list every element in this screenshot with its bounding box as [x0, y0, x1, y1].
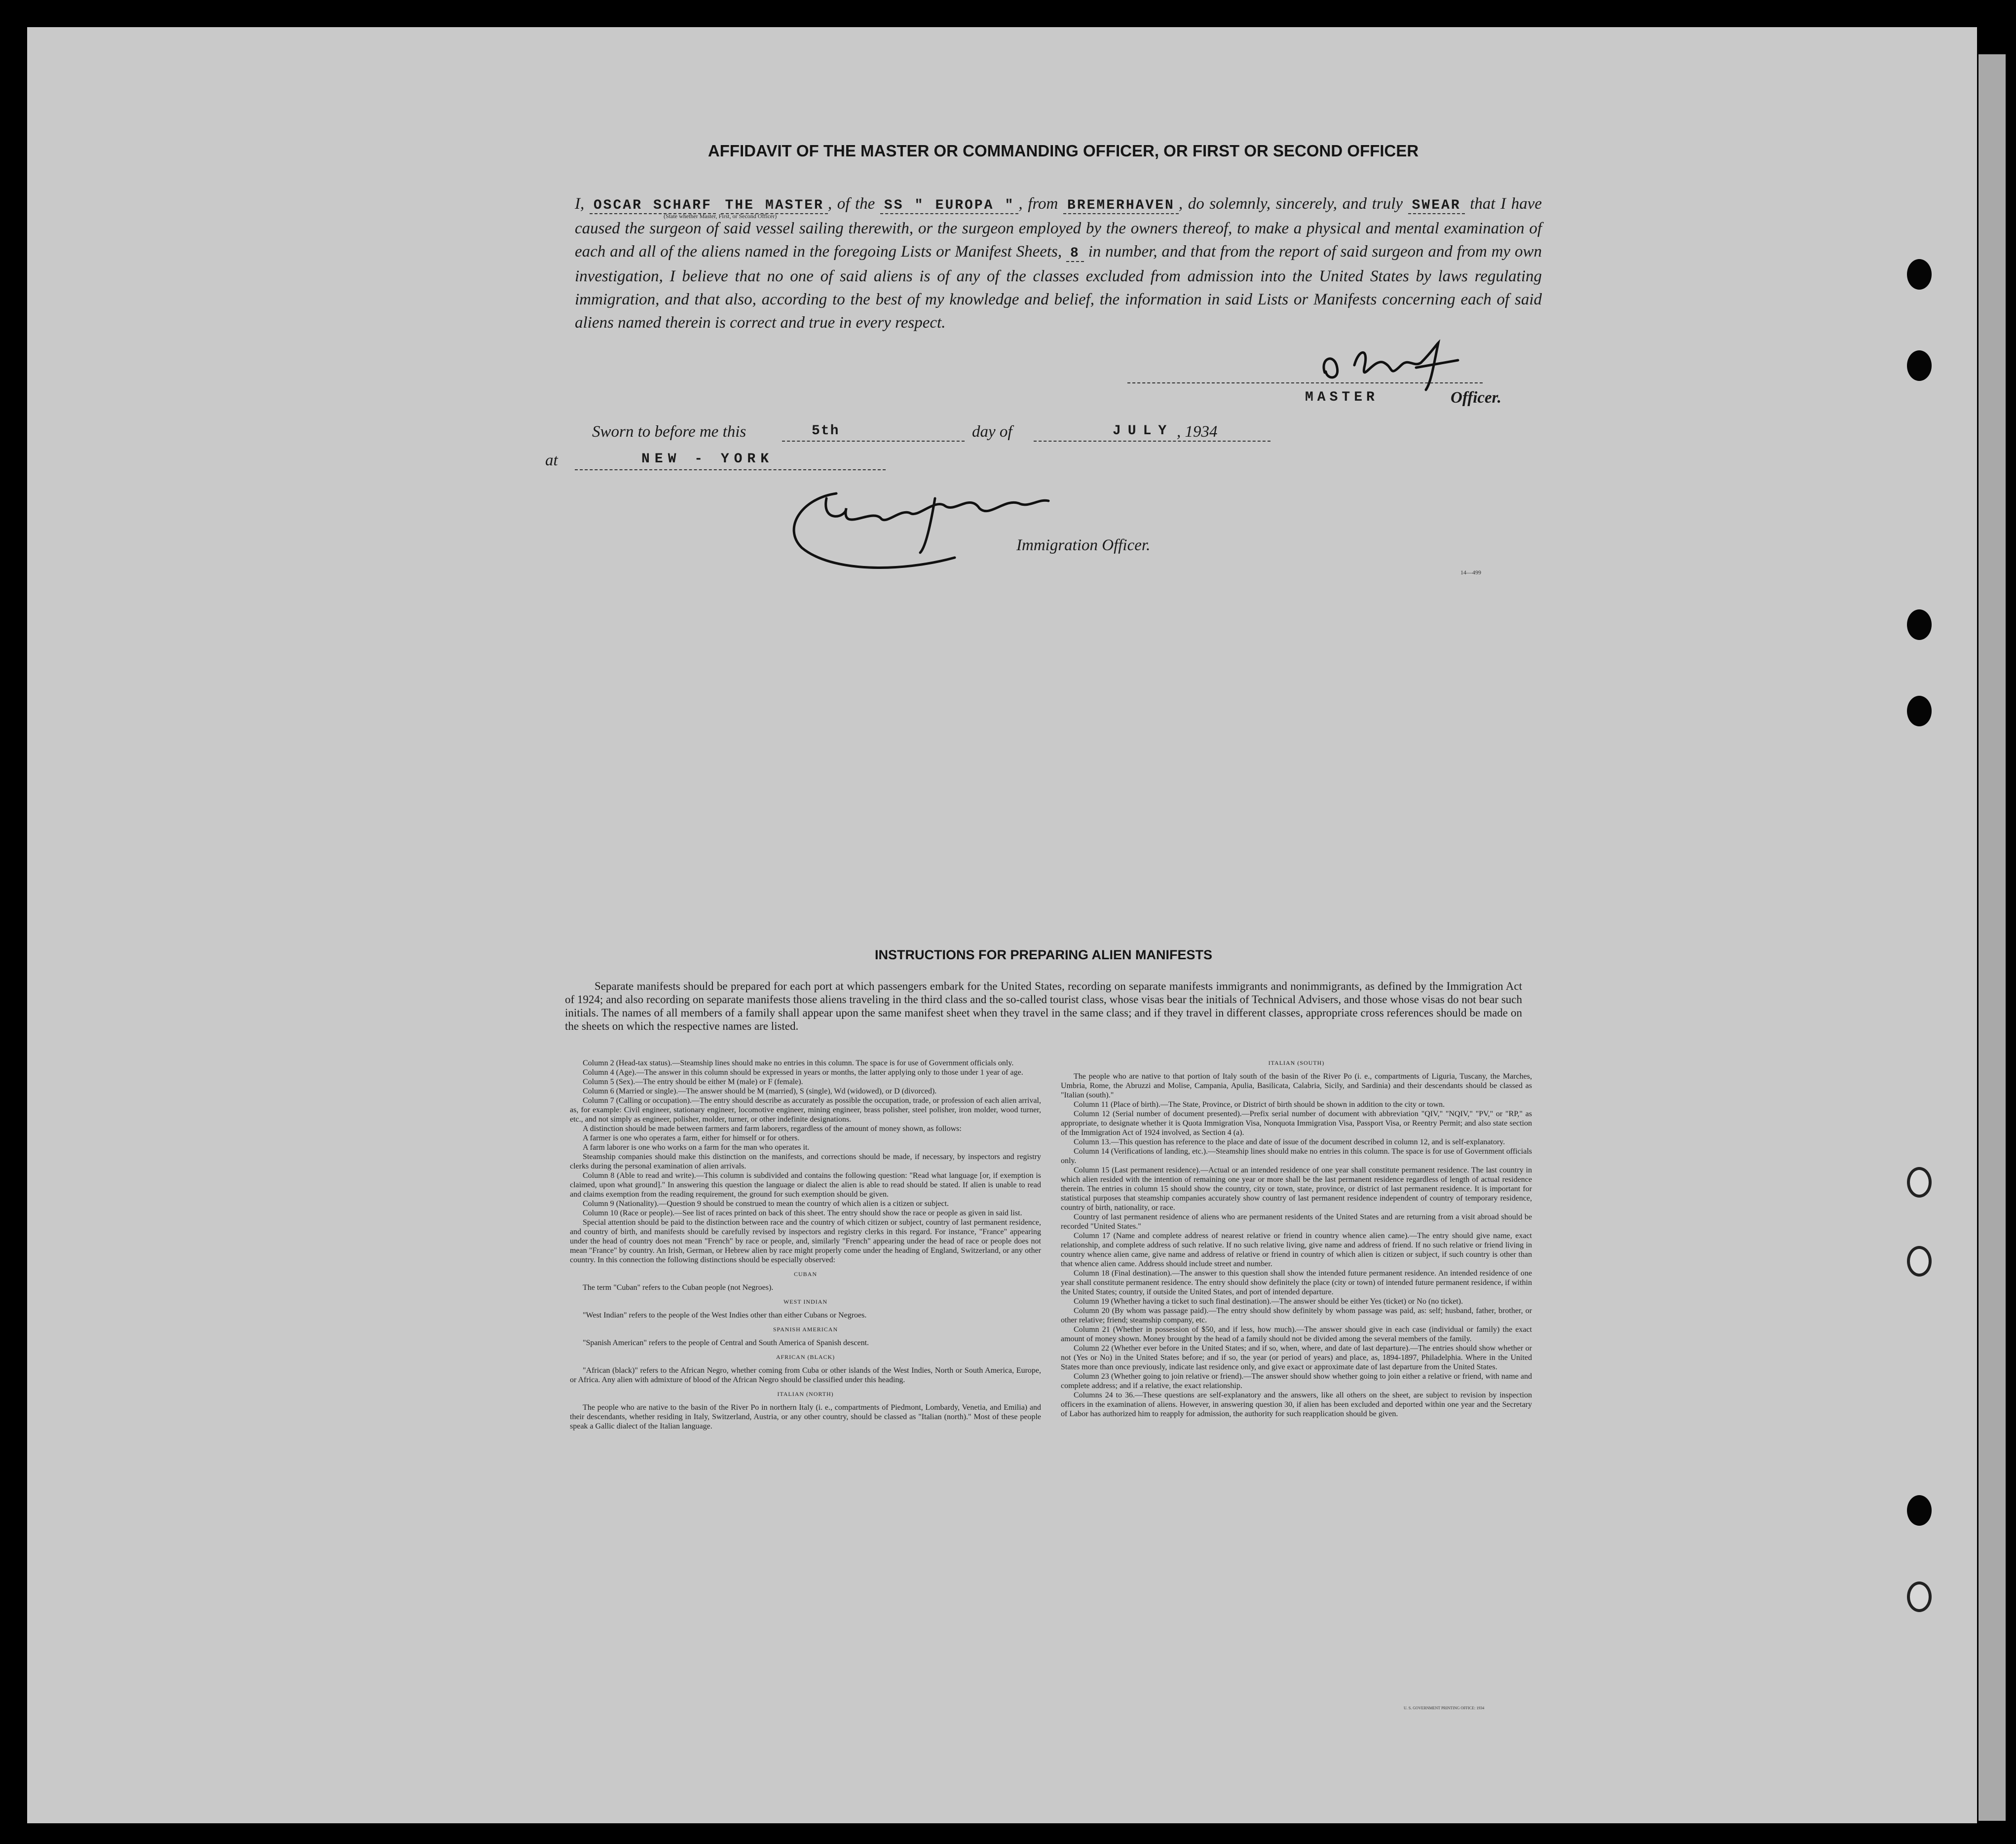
- instruction-paragraph: Column 11 (Place of birth).—The State, Province, or District of birth should be shown in addition to the city or town.: [1074, 1100, 1445, 1109]
- heading-spanish-american: SPANISH AMERICAN: [773, 1326, 838, 1333]
- instruction-paragraph: A farmer is one who operates a farm, either for himself or for others.: [583, 1134, 800, 1142]
- rank-note: (State whether Master, First, or Second Officer): [664, 213, 777, 220]
- day-line: [782, 441, 965, 442]
- year-field: , 1934: [1177, 423, 1218, 441]
- instruction-paragraph: "African (black)" refers to the African Negro, whether coming from Cuba or other islands of the West Indies, North or South America, Europe, or Africa. Any alien with admixture of blood of the African Negro should be classified under this heading.: [570, 1366, 1041, 1384]
- page-edge: [1979, 54, 2006, 1821]
- instruction-paragraph: Column 15 (Last permanent residence).—Actual or an intended residence of one year shall constitute permanent residence. The last country in which alien resided with the intention of remaining one year or more shall be the last permanent residence regardless of length of actual residence therein. The entries in column 15 should show the country, city or town, state, province, or district of last permanent residence. It is important for statistical purposes that steamship companies accurately show country of last permanent residence independent of country of temporary residence, country of birth, nationality, or race.: [1061, 1166, 1532, 1212]
- affidavit-text-from: , from: [1018, 195, 1058, 213]
- sworn-text: Sworn to before me this: [592, 423, 747, 441]
- affidavit-text-do: , do: [1178, 195, 1204, 213]
- instructions-intro: Separate manifests should be prepared for each port at which passengers embark for the United States, recording on separate manifests immigrants and nonimmigrants, as defined by the Immigration Act of 1924; and also recording on separate manifests those aliens traveling in the third class and the so-called tourist class, whose visas bear the initials of Technical Advisers, and those whose visas do not bear such initials. The names of all members of a family shall appear upon the same manifest sheet when they travel in the same class; and if they travel in different classes, appropriate cross references should be made on the sheets on which the respective names are listed.: [565, 980, 1522, 1032]
- vessel-field: SS " EUROPA ": [880, 198, 1019, 214]
- oath-field: SWEAR: [1408, 198, 1465, 214]
- instruction-paragraph: Column 9 (Nationality).—Question 9 should be construed to mean the country of which alien is a citizen or subject.: [583, 1200, 949, 1208]
- affidavit-text-body-1: that I have caused the surgeon of said vessel sailing therewith, or the surgeon employed by the owners thereof, to make a physical and mental examination of each and all of the aliens named in the foregoing Lists or Manifest Sheets,: [575, 195, 1542, 261]
- instruction-paragraph: Column 22 (Whether ever before in the United States; and if so, when, where, and date of last departure).—The entries should show whether or not (Yes or No) in the United States before; and if so, the year (or period of years) and place, as, 1894-1897, Philadelphia. Where in the United States more than once previously, indicate last residence only, and give exact or approximate date of last departure from the United States.: [1061, 1344, 1532, 1371]
- heading-african: AFRICAN (BLACK): [776, 1354, 835, 1360]
- master-signature-line: [1127, 382, 1483, 383]
- punch-hole: [1907, 1167, 1932, 1198]
- heading-cuban: CUBAN: [793, 1271, 817, 1278]
- month-line: [1034, 441, 1270, 442]
- port-field: BREMERHAVEN: [1063, 198, 1179, 214]
- immigration-officer-signature: [772, 479, 1113, 585]
- immigration-officer-label: Immigration Officer.: [1016, 536, 1151, 554]
- instruction-paragraph: Column 7 (Calling or occupation).—The entry should describe as accurately as possible the occupation, trade, or profession of each alien arrival, as, for example: Civil engineer, stationary engineer, locomotive engineer, mining engineer, brass polisher, steel polisher, iron molder, wood turner, etc., and not simply as engineer, polisher, molder, turner, or other indefinite designations.: [570, 1096, 1041, 1124]
- rank-field: THE MASTER: [721, 198, 827, 214]
- instruction-paragraph: Column 6 (Married or single).—The answer should be M (married), S (single), Wd (widowed), or D (divorced).: [583, 1087, 937, 1095]
- instruction-paragraph: Columns 24 to 36.—These questions are self-explanatory and the answers, like all others on the sheet, are subject to revision by inspection officers in the examination of aliens. However, in answering question 30, if alien has been excluded and deported within one year and the Secretary of Labor has authorized him to reapply for admission, the authority for such reapplication should be given.: [1061, 1391, 1532, 1418]
- instruction-paragraph: Column 10 (Race or people).—See list of races printed on back of this sheet. The entry should show the race or people as given in said list.: [583, 1209, 1022, 1217]
- heading-italian-south: ITALIAN (SOUTH): [1268, 1059, 1325, 1066]
- place-line: [575, 469, 886, 470]
- place-field: NEW - YORK: [641, 452, 774, 467]
- master-name-field: OSCAR SCHARF: [590, 198, 716, 214]
- punch-hole: [1907, 350, 1932, 381]
- instruction-paragraph: Column 8 (Able to read and write).—This column is subdivided and contains the following question: "Read what language [or, if exemption is claimed, upon what ground]." In answering this question the language or dialect the alien is able to read should be stated. If alien is unable to read and claims exemption from the reading requirement, the ground for such exemption should be given.: [570, 1171, 1041, 1199]
- punch-hole: [1907, 1246, 1932, 1277]
- instruction-paragraph: Column 4 (Age).—The answer in this column should be expressed in years or months, the latter applying only to those under 1 year of age.: [583, 1068, 1023, 1077]
- instruction-paragraph: Column 18 (Final destination).—The answer to this question shall show the intended future permanent residence. An intended residence of one year shall constitute permanent residence. The entry should show definitely the place (city or town) of intended future permanent residence, if within the United States; country, if outside the United States, and port of intended departure.: [1061, 1269, 1532, 1296]
- instruction-paragraph: Column 20 (By whom was passage paid).—The entry should show definitely by whom passage was paid, as: self; husband, father, brother, or other relative; friend; steamship company, etc.: [1061, 1307, 1532, 1324]
- instruction-paragraph: Column 23 (Whether going to join relative or friend).—The answer should show whether going to join either a relative or friend, with name and complete address; and if a relative, the exact relationship.: [1061, 1372, 1532, 1390]
- punch-hole: [1907, 1495, 1932, 1526]
- master-signature: [1315, 338, 1473, 392]
- day-of-label: day of: [972, 423, 1012, 441]
- instruction-paragraph: The people who are native to that portion of Italy south of the basin of the River Po (i. e., compartments of Liguria, Tuscany, the Marches, Umbria, Rome, the Abruzzi and Molise, Campania, Apulia, Basilicata, Calabria, Sicily, and Sardinia) and their descendants should be classed as "Italian (south).": [1061, 1072, 1532, 1099]
- punch-hole: [1907, 259, 1932, 290]
- instruction-paragraph: Column 19 (Whether having a ticket to such final destination).—The answer should be either Yes (ticket) or No (no ticket).: [1074, 1297, 1463, 1306]
- at-label: at: [545, 452, 558, 469]
- instruction-paragraph: Special attention should be paid to the distinction between race and the country of which citizen or subject, country of last permanent residence, and country of birth, and manifests should be carefully revised by inspectors and registry clerks in this regard. For instance, "France" appearing under the head of country does not mean "French" by race or people, and, similarly "French" appearing under the head of race or people does not mean "France" by country. An Irish, German, or Hebrew alien by race might properly come under the heading of England, Switzerland, or any other country. In this connection the following distinctions should be especially observed:: [570, 1218, 1041, 1264]
- punch-hole: [1907, 609, 1932, 640]
- master-title: MASTER: [1305, 390, 1379, 405]
- instructions-right-column: [1061, 1058, 1532, 1419]
- instruction-paragraph: A distinction should be made between farmers and farm laborers, regardless of the amount of money shown, as follows:: [583, 1125, 962, 1133]
- sheet-count-field: 8: [1066, 246, 1084, 262]
- instruction-paragraph: The people who are native to the basin of the River Po in northern Italy (i. e., compartments of Piedmont, Lombardy, Venetia, and Emilia) and their descendants, whether residing in Italy, Switzerland, Austria, or any other country, should be classed as "Italian (north)." Most of these people speak a Gallic dialect of the Italian language.: [570, 1403, 1041, 1430]
- instruction-paragraph: Column 13.—This question has reference to the place and date of issue of the document described in column 12, and is self-explanatory.: [1074, 1138, 1505, 1146]
- heading-italian-north: ITALIAN (NORTH): [777, 1391, 834, 1397]
- instruction-paragraph: Column 17 (Name and complete address of nearest relative or friend in country whence alien came).—The entry should give name, exact relationship, and complete address of such relative. If no such relative living, give name and address of friend. If no such relative or friend living in country whence alien came, give name and address of relative or friend in country of which alien is citizen or subject, if such country is other than that whence alien came. Address should include street and number.: [1061, 1232, 1532, 1268]
- month-field: JULY: [1113, 423, 1174, 439]
- affidavit-text-i: I,: [575, 195, 585, 213]
- manifest-sheet: [27, 27, 1977, 1823]
- instruction-paragraph: Column 14 (Verifications of landing, etc.).—Steamship lines should make no entries in this column. The space is for use of Government officials only.: [1061, 1147, 1532, 1165]
- officer-label: Officer.: [1451, 389, 1501, 407]
- instruction-paragraph: The term "Cuban" refers to the Cuban people (not Negroes).: [583, 1283, 774, 1292]
- punch-hole: [1907, 696, 1932, 726]
- instruction-paragraph: Column 5 (Sex).—The entry should be either M (male) or F (female).: [583, 1078, 803, 1086]
- day-field: 5th: [812, 423, 840, 439]
- punch-hole: [1907, 1581, 1932, 1612]
- instruction-paragraph: Column 2 (Head-tax status).—Steamship lines should make no entries in this column. The space is for use of Government officials only.: [583, 1059, 1014, 1067]
- instruction-paragraph: Column 12 (Serial number of document presented).—Prefix serial number of document with abbreviation "QIV," "NQIV," "PV," or "RP," as appropriate, to designate whether it is Quota Immigration Visa, Nonquota Immigration Visa, Passport Visa, or Reentry Permit; and also state section of the Immigration Act of 1924 involved, as Section 4 (a).: [1061, 1110, 1532, 1137]
- instruction-paragraph: Country of last permanent residence of aliens who are permanent residents of the United States and are returning from a visit abroad should be recorded "United States.": [1061, 1213, 1532, 1231]
- heading-west-indian: WEST INDIAN: [783, 1298, 828, 1305]
- affidavit-title: AFFIDAVIT OF THE MASTER OR COMMANDING OFFICER, OR FIRST OR SECOND OFFICER: [708, 142, 1419, 160]
- instructions-title: INSTRUCTIONS FOR PREPARING ALIEN MANIFESTS: [874, 947, 1213, 962]
- instruction-paragraph: "West Indian" refers to the people of the West Indies other than either Cubans or Negroes.: [583, 1311, 867, 1319]
- printing-office-mark: U. S. GOVERNMENT PRINTING OFFICE: 1934: [1404, 1706, 1485, 1710]
- affidavit-text-of-the: , of the: [827, 195, 875, 213]
- affidavit-text-solemnly: solemnly, sincerely, and truly: [1209, 195, 1403, 213]
- instruction-paragraph: Steamship companies should make this distinction on the manifests, and corrections should be made, if necessary, by inspectors and registry clerks during the personal examination of alien arrivals.: [570, 1153, 1041, 1170]
- instruction-paragraph: A farm laborer is one who works on a farm for the man who operates it.: [583, 1143, 810, 1152]
- form-number: 14—499: [1460, 569, 1481, 576]
- instructions-left-column: [570, 1058, 1041, 1431]
- instruction-paragraph: "Spanish American" refers to the people of Central and South America of Spanish descent.: [583, 1339, 869, 1347]
- instruction-paragraph: Column 21 (Whether in possession of $50, and if less, how much).—The answer should give in each case (individual or family) the exact amount of money shown. Money brought by the head of a family should not be divided among the several members of the family.: [1061, 1325, 1532, 1343]
- affidavit-text-body-2: in number, and that from the report of said surgeon and from my own investigation, I believe that no one of said aliens is of any of the classes excluded from admission into the United States by laws regulating immigration, and that also, according to the best of my knowledge and belief, the information in said Lists or Manifests concerning each of said aliens named therein is correct and true in every respect.: [575, 243, 1542, 332]
